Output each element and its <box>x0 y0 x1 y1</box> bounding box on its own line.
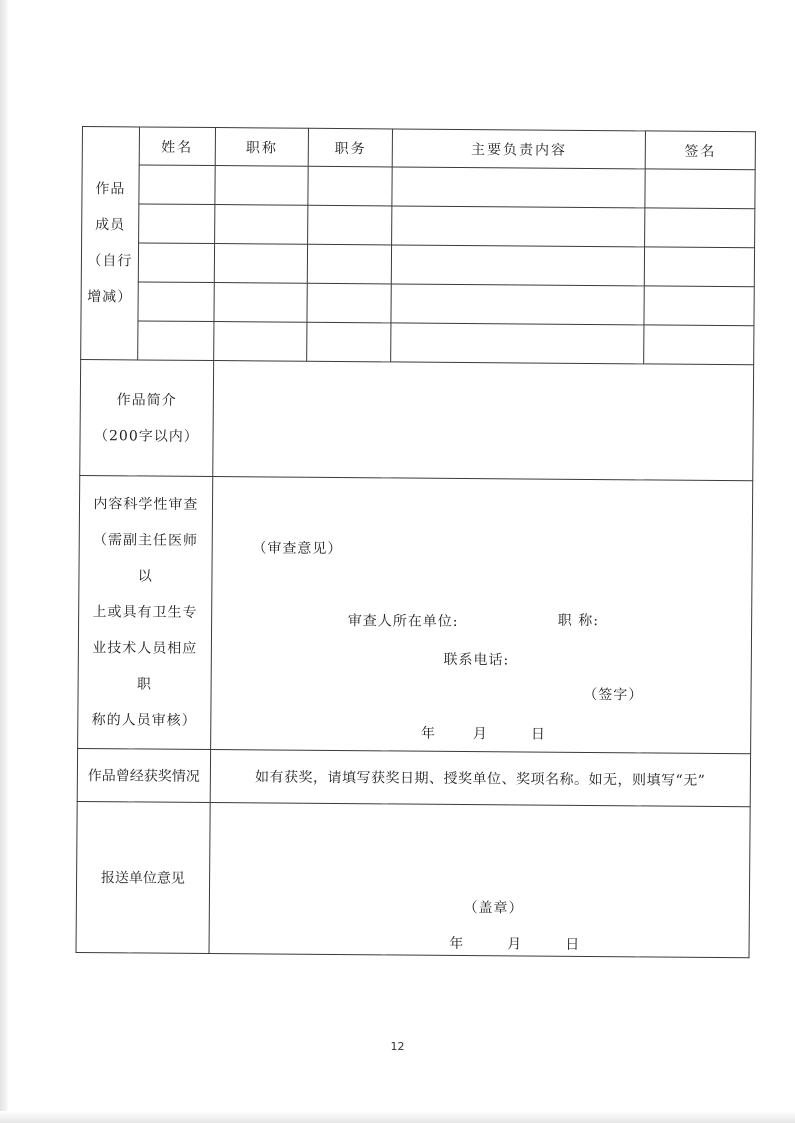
member-row <box>82 165 755 209</box>
member-signature-cell[interactable] <box>644 325 754 365</box>
member-responsibility-cell[interactable] <box>391 284 644 325</box>
submit-label-cell: 报送单位意见 <box>76 801 210 953</box>
member-position-cell[interactable] <box>308 244 392 284</box>
member-name-cell[interactable] <box>138 282 214 322</box>
submit-date-day: 日 <box>565 936 581 953</box>
header-name: 姓名 <box>139 127 215 166</box>
member-signature-cell[interactable] <box>645 208 755 248</box>
submit-row <box>76 801 750 957</box>
member-title-cell[interactable] <box>214 283 308 323</box>
submit-content-cell[interactable] <box>209 803 750 958</box>
header-title: 职称 <box>215 128 309 167</box>
members-label-line: 增减） <box>87 289 133 306</box>
member-signature-cell[interactable] <box>645 169 755 209</box>
scanned-page-bottom-edge <box>0 1111 795 1123</box>
member-position-cell[interactable] <box>308 166 392 206</box>
member-position-cell[interactable] <box>307 322 391 362</box>
application-form <box>82 126 756 953</box>
member-row <box>81 281 754 325</box>
member-position-cell[interactable] <box>307 283 391 323</box>
awards-value-cell[interactable]: 如有获奖，请填写获奖日期、授奖单位、奖项名称。如无，则填写“无” <box>210 750 751 807</box>
member-row <box>82 204 755 248</box>
member-responsibility-cell[interactable] <box>392 167 645 208</box>
members-label-cell <box>81 127 140 360</box>
member-name-cell[interactable] <box>138 204 214 244</box>
reviewer-signature-label: （签字） <box>583 686 644 704</box>
header-position: 职务 <box>309 128 393 167</box>
review-opinion-label: （审查意见） <box>252 540 343 558</box>
review-label-cell <box>78 475 213 749</box>
review-content-cell[interactable] <box>210 477 752 754</box>
member-row <box>81 243 754 287</box>
members-label-line: （自行 <box>87 253 133 270</box>
review-label-line: 业技术人员相应职 <box>92 640 198 693</box>
member-signature-cell[interactable] <box>644 286 754 326</box>
review-date-day: 日 <box>530 726 546 743</box>
reviewer-unit-label: 审查人所在单位: <box>347 613 459 630</box>
scanned-page-edge <box>0 0 9 1123</box>
intro-row <box>80 359 754 480</box>
submit-seal-label: （盖章） <box>463 900 524 917</box>
member-signature-cell[interactable] <box>645 247 755 287</box>
review-label-line: 内容科学性审查 <box>93 496 199 513</box>
awards-row <box>77 748 750 806</box>
member-name-cell[interactable] <box>138 321 214 361</box>
intro-value-cell[interactable] <box>212 361 753 481</box>
page-number: 12 <box>390 1040 405 1053</box>
member-name-cell[interactable] <box>138 243 214 283</box>
review-label-line: 上或具有卫生专 <box>92 604 198 621</box>
member-row <box>81 320 754 364</box>
review-label-line: （需副主任医师以 <box>93 532 199 585</box>
member-title-cell[interactable] <box>215 166 309 206</box>
submit-date-month: 月 <box>507 936 523 953</box>
reviewer-phone-label: 联系电话: <box>443 651 510 669</box>
member-name-cell[interactable] <box>139 165 215 205</box>
members-label-line: 作品 <box>95 181 126 198</box>
review-row <box>78 475 753 753</box>
review-date-month: 月 <box>472 726 489 743</box>
members-label-line: 成员 <box>95 217 126 234</box>
review-date-year: 年 <box>420 725 437 742</box>
intro-label-line: 作品简介 <box>116 391 177 409</box>
member-title-cell[interactable] <box>214 205 308 245</box>
intro-label-cell <box>80 359 214 476</box>
intro-label-line: （200字以内） <box>93 427 199 445</box>
header-responsibility: 主要负责内容 <box>392 129 645 169</box>
members-header-row <box>82 127 755 170</box>
member-responsibility-cell[interactable] <box>392 206 645 247</box>
member-title-cell[interactable] <box>213 322 307 362</box>
header-signature: 签名 <box>645 131 755 170</box>
form-table <box>76 126 756 958</box>
member-title-cell[interactable] <box>214 244 308 284</box>
member-responsibility-cell[interactable] <box>391 323 644 364</box>
member-position-cell[interactable] <box>308 205 392 245</box>
review-label-line: 称的人员审核） <box>91 712 197 729</box>
submit-date-year: 年 <box>449 935 465 953</box>
reviewer-title-label: 职 称: <box>557 612 600 630</box>
member-responsibility-cell[interactable] <box>391 245 644 286</box>
awards-label-cell: 作品曾经获奖情况 <box>77 748 210 802</box>
